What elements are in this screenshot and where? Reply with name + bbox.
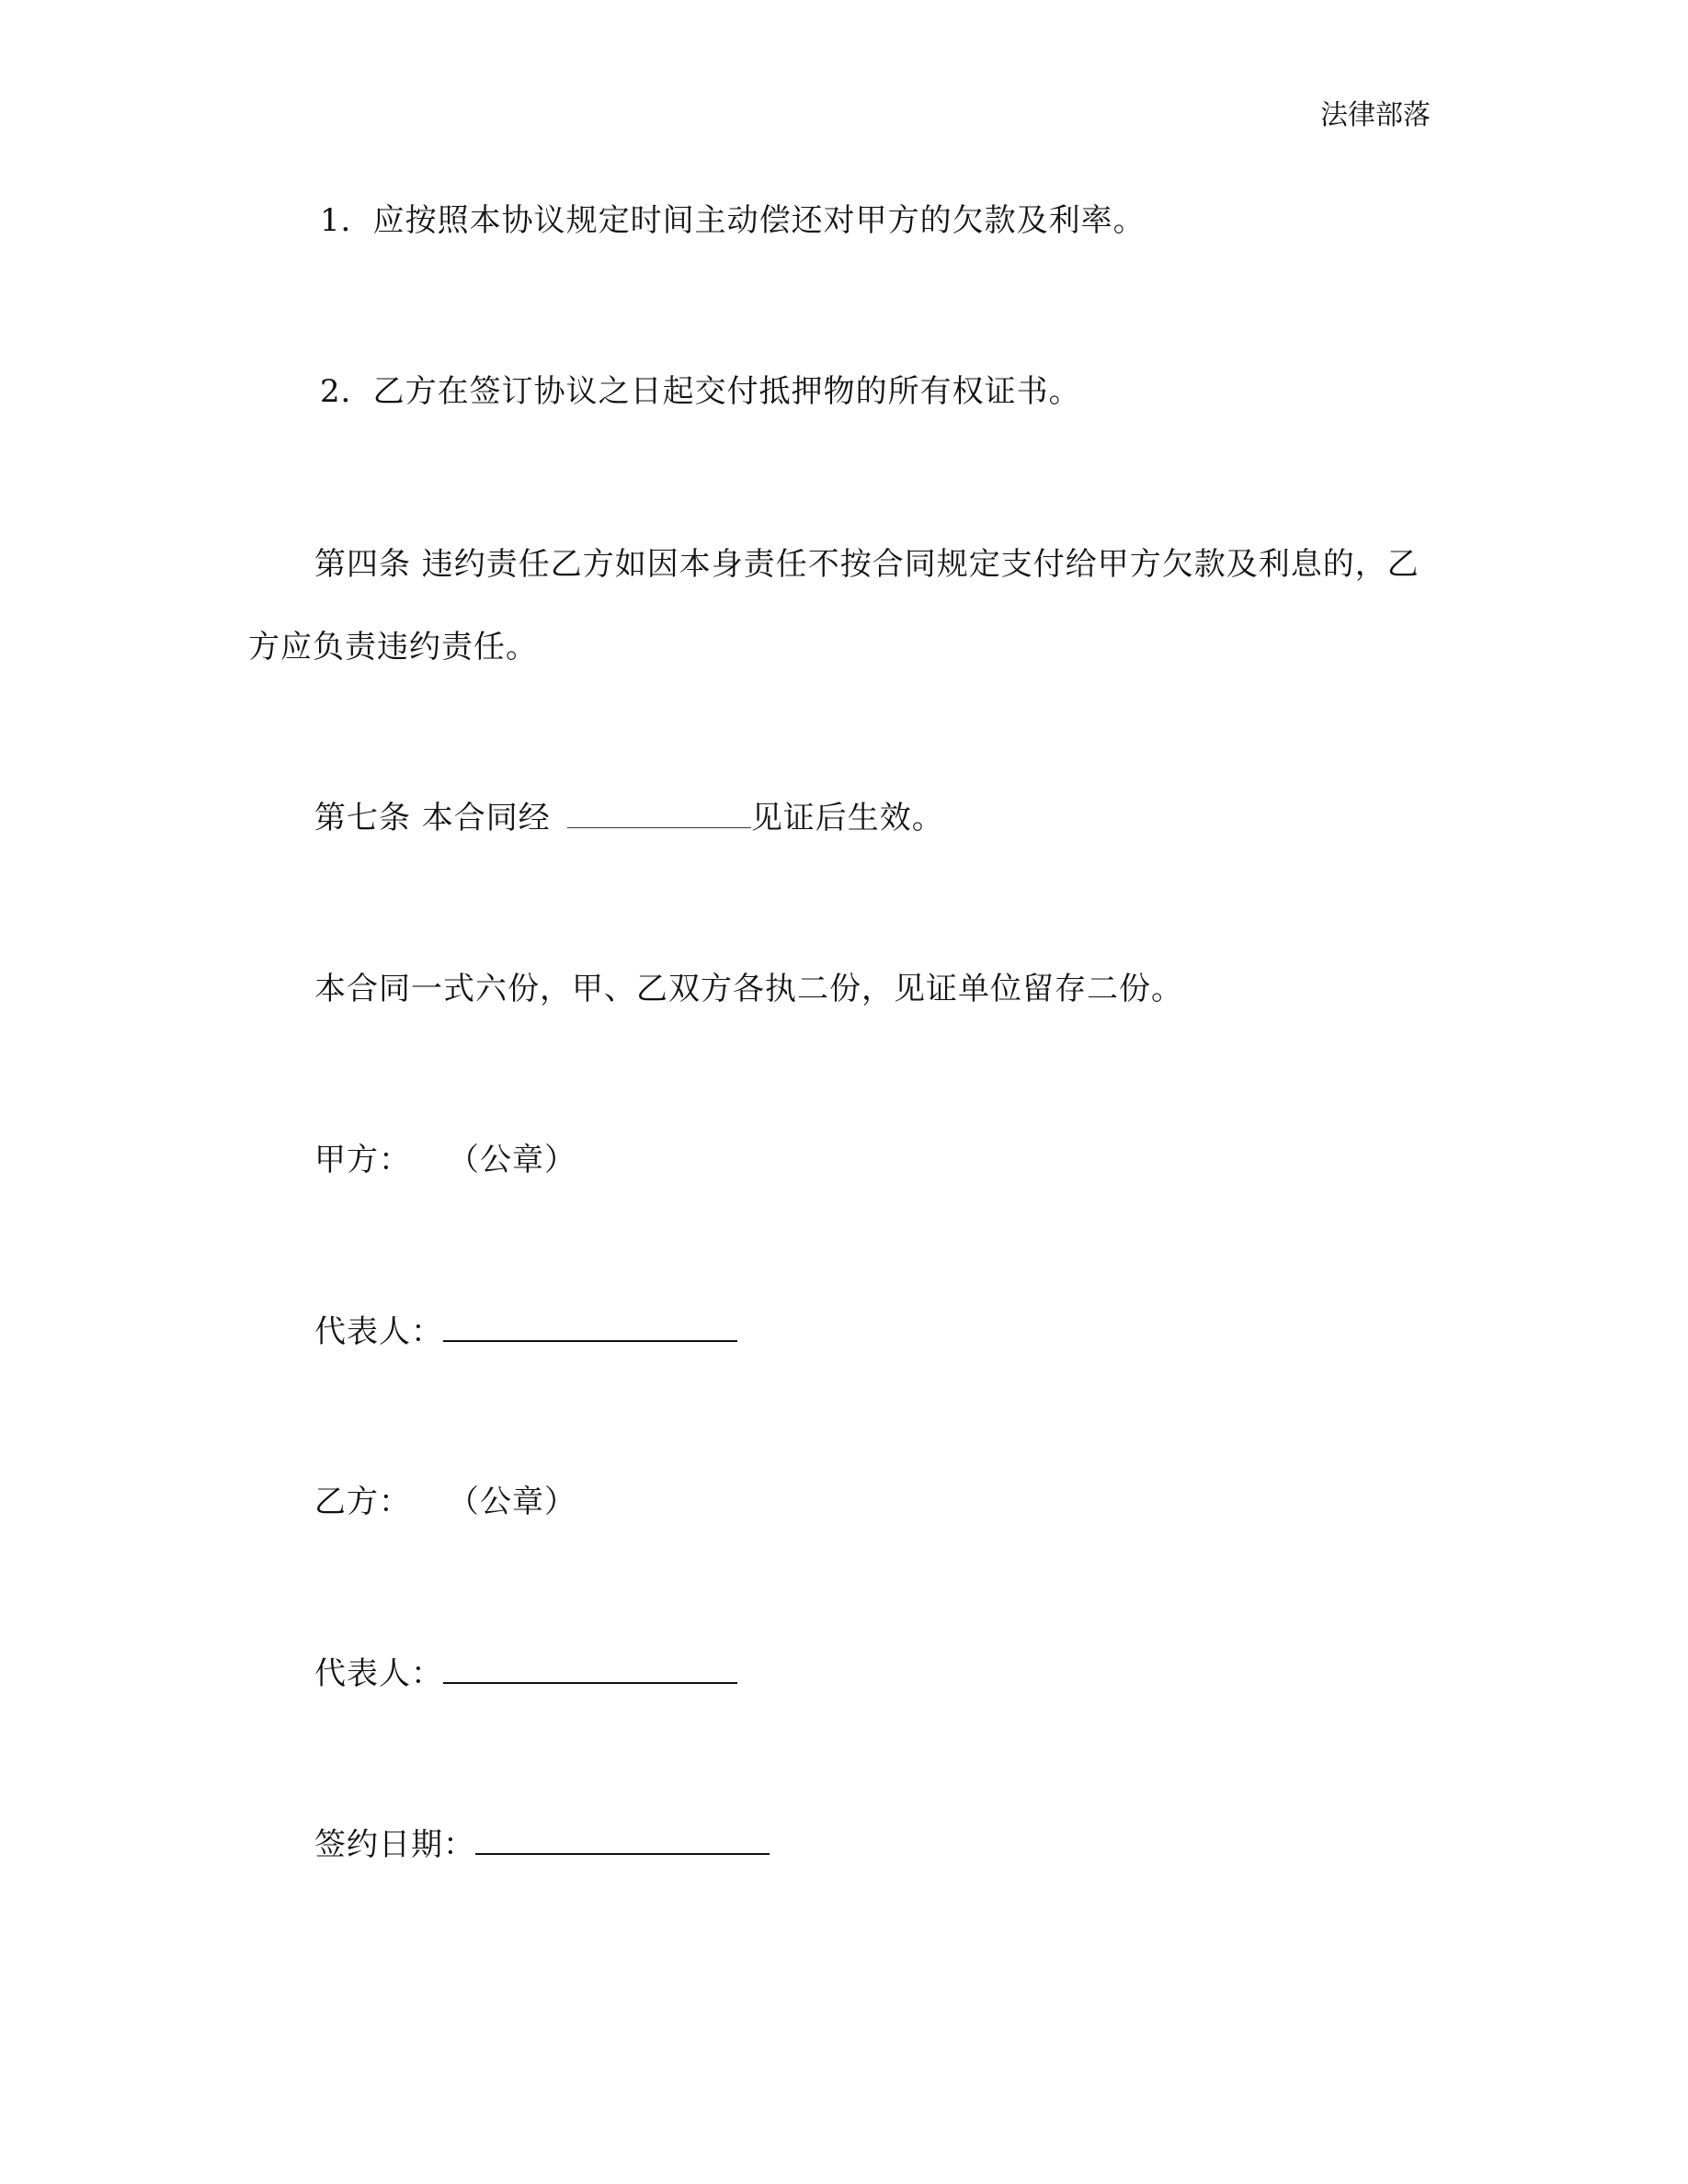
article-7-suffix: 见证后生效。 (750, 800, 944, 836)
copies-statement: 本合同一式六份，甲、乙双方各执二份，见证单位留存二份。 (314, 971, 1183, 1007)
party-b-row (314, 1484, 576, 1520)
witness-blank-line (567, 800, 751, 828)
party-b-rep-label: 代表人： (314, 1655, 443, 1692)
sign-date-row (314, 1826, 770, 1863)
article-7 (314, 800, 944, 836)
header-brand: 法律部落 (1320, 99, 1431, 131)
article-4-line-2: 方应负责违约责任。 (248, 629, 538, 665)
article-4-line-1: 第四条 违约责任乙方如因本身责任不按合同规定支付给甲方欠款及利息的，乙 (314, 546, 1420, 583)
article-7-prefix: 第七条 本合同经 (314, 800, 551, 836)
party-b-seal: （公章） (448, 1484, 576, 1520)
sign-date-label: 签约日期： (314, 1826, 475, 1863)
sign-date-blank-line (475, 1826, 770, 1855)
party-a-rep-row (314, 1313, 737, 1350)
party-a-rep-label: 代表人： (314, 1314, 443, 1350)
clause-item-1: 1．应按照本协议规定时间主动偿还对甲方的欠款及利率。 (320, 202, 1146, 239)
party-b-label: 乙方： (314, 1484, 411, 1520)
party-b-rep-row (314, 1655, 737, 1692)
party-a-label: 甲方： (314, 1142, 411, 1178)
clause-item-2: 2．乙方在签订协议之日起交付抵押物的所有权证书。 (320, 373, 1081, 410)
party-a-seal: （公章） (448, 1142, 576, 1178)
party-a-rep-blank-line (443, 1313, 737, 1342)
party-b-rep-blank-line (443, 1655, 737, 1684)
party-a-row (314, 1142, 576, 1178)
